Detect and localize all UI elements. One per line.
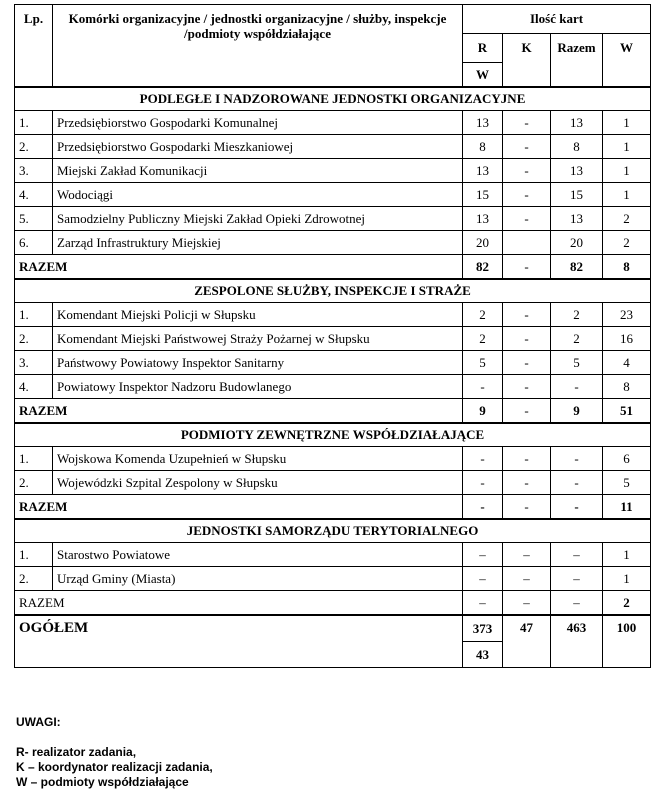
row-razem: 2 — [551, 327, 603, 351]
total-r: 82 — [463, 255, 503, 280]
row-name: Powiatowy Inspektor Nadzoru Budowlanego — [53, 375, 463, 399]
row-k: - — [503, 303, 551, 327]
row-name: Przedsiębiorstwo Gospodarki Mieszkaniowej — [53, 135, 463, 159]
grand-total-row — [15, 615, 651, 642]
section-total-row — [15, 255, 651, 280]
row-lp: 4. — [15, 375, 53, 399]
row-w: 1 — [603, 111, 651, 135]
row-r: 2 — [463, 327, 503, 351]
row-r: 20 — [463, 231, 503, 255]
row-k — [503, 231, 551, 255]
table-row — [15, 375, 651, 399]
total-w: 2 — [603, 591, 651, 616]
row-w: 6 — [603, 447, 651, 471]
header-w: W — [603, 34, 651, 88]
total-w: 11 — [603, 495, 651, 520]
row-w: 8 — [603, 375, 651, 399]
row-lp: 2. — [15, 567, 53, 591]
row-name: Komendant Miejski Policji w Słupsku — [53, 303, 463, 327]
row-razem: – — [551, 567, 603, 591]
row-w: 23 — [603, 303, 651, 327]
row-lp: 4. — [15, 183, 53, 207]
total-razem: 82 — [551, 255, 603, 280]
row-w: 1 — [603, 135, 651, 159]
row-r: – — [463, 567, 503, 591]
total-w: 51 — [603, 399, 651, 424]
row-k: - — [503, 183, 551, 207]
row-razem: 2 — [551, 303, 603, 327]
total-w: 8 — [603, 255, 651, 280]
row-r: – — [463, 543, 503, 567]
row-name: Wodociągi — [53, 183, 463, 207]
section-title: PODLEGŁE I NADZOROWANE JEDNOSTKI ORGANIZACYJNE — [15, 87, 651, 111]
header-razem: Razem — [551, 34, 603, 88]
row-r: 13 — [463, 111, 503, 135]
grand-total-r2: 43 — [463, 642, 503, 668]
row-name: Starostwo Powiatowe — [53, 543, 463, 567]
grand-total-w: 100 — [603, 615, 651, 668]
row-w: 2 — [603, 207, 651, 231]
row-k: - — [503, 447, 551, 471]
cards-table — [14, 4, 651, 668]
row-w: 1 — [603, 183, 651, 207]
row-r: 13 — [463, 159, 503, 183]
row-name: Przedsiębiorstwo Gospodarki Komunalnej — [53, 111, 463, 135]
total-k: - — [503, 399, 551, 424]
row-w: 1 — [603, 567, 651, 591]
row-razem: - — [551, 375, 603, 399]
table-row — [15, 447, 651, 471]
header-w2: W — [463, 63, 503, 88]
total-k: - — [503, 255, 551, 280]
row-name: Państwowy Powiatowy Inspektor Sanitarny — [53, 351, 463, 375]
row-lp: 1. — [15, 543, 53, 567]
row-w: 1 — [603, 159, 651, 183]
row-k: – — [503, 543, 551, 567]
section-title: JEDNOSTKI SAMORZĄDU TERYTORIALNEGO — [15, 519, 651, 543]
table-row — [15, 471, 651, 495]
notes-title: UWAGI: — [16, 715, 61, 729]
table-row — [15, 303, 651, 327]
row-name: Wojewódzki Szpital Zespolony w Słupsku — [53, 471, 463, 495]
row-r: 13 — [463, 207, 503, 231]
row-name: Samodzielny Publiczny Miejski Zakład Opieki Zdrowotnej — [53, 207, 463, 231]
row-k: – — [503, 567, 551, 591]
row-k: - — [503, 375, 551, 399]
row-lp: 2. — [15, 135, 53, 159]
row-r: - — [463, 471, 503, 495]
total-label: RAZEM — [15, 591, 463, 616]
notes-line: W – podmioty współdziałające — [16, 775, 189, 789]
row-razem: - — [551, 447, 603, 471]
row-w: 4 — [603, 351, 651, 375]
section-total-row — [15, 495, 651, 520]
row-razem: 13 — [551, 111, 603, 135]
row-lp: 3. — [15, 159, 53, 183]
table-row — [15, 231, 651, 255]
row-razem: 8 — [551, 135, 603, 159]
row-k: - — [503, 135, 551, 159]
row-lp: 6. — [15, 231, 53, 255]
section-title: PODMIOTY ZEWNĘTRZNE WSPÓŁDZIAŁAJĄCE — [15, 423, 651, 447]
row-razem: - — [551, 471, 603, 495]
table-row — [15, 135, 651, 159]
total-label: RAZEM — [15, 255, 463, 280]
section-header — [15, 423, 651, 447]
section-header — [15, 279, 651, 303]
row-k: - — [503, 111, 551, 135]
header-r: R — [463, 34, 503, 63]
section-header — [15, 519, 651, 543]
row-lp: 2. — [15, 471, 53, 495]
row-lp: 2. — [15, 327, 53, 351]
row-razem: 13 — [551, 159, 603, 183]
total-label: RAZEM — [15, 399, 463, 424]
total-r: - — [463, 495, 503, 520]
row-name: Urząd Gminy (Miasta) — [53, 567, 463, 591]
row-w: 1 — [603, 543, 651, 567]
total-r: – — [463, 591, 503, 616]
table-row — [15, 159, 651, 183]
row-lp: 1. — [15, 111, 53, 135]
row-lp: 3. — [15, 351, 53, 375]
total-k: - — [503, 495, 551, 520]
row-name: Komendant Miejski Państwowej Straży Pożarnej w Słupsku — [53, 327, 463, 351]
header-cards: Ilość kart — [463, 5, 651, 34]
grand-total-razem: 463 — [551, 615, 603, 668]
row-k: - — [503, 351, 551, 375]
header-lp: Lp. — [15, 5, 53, 88]
table-row — [15, 351, 651, 375]
grand-total-k: 47 — [503, 615, 551, 668]
row-name: Zarząd Infrastruktury Miejskiej — [53, 231, 463, 255]
row-lp: 1. — [15, 303, 53, 327]
row-r: 8 — [463, 135, 503, 159]
row-razem: 5 — [551, 351, 603, 375]
header-units: Komórki organizacyjne / jednostki organizacyjne / służby, inspekcje /podmioty współdziałające — [53, 5, 463, 88]
table-row — [15, 543, 651, 567]
row-r: - — [463, 447, 503, 471]
total-r: 9 — [463, 399, 503, 424]
row-razem: – — [551, 543, 603, 567]
row-r: - — [463, 375, 503, 399]
total-k: – — [503, 591, 551, 616]
total-label: RAZEM — [15, 495, 463, 520]
section-header — [15, 87, 651, 111]
row-razem: 15 — [551, 183, 603, 207]
table-row — [15, 567, 651, 591]
table-row — [15, 207, 651, 231]
row-w: 16 — [603, 327, 651, 351]
total-razem: – — [551, 591, 603, 616]
section-total-row — [15, 591, 651, 616]
header-k: K — [503, 34, 551, 88]
notes-line: R- realizator zadania, — [16, 745, 137, 759]
notes — [16, 715, 213, 790]
row-name: Miejski Zakład Komunikacji — [53, 159, 463, 183]
notes-line: K – koordynator realizacji zadania, — [16, 760, 213, 774]
row-k: - — [503, 471, 551, 495]
total-razem: - — [551, 495, 603, 520]
grand-total-r: 373 — [463, 615, 503, 642]
table-row — [15, 327, 651, 351]
row-r: 5 — [463, 351, 503, 375]
row-razem: 20 — [551, 231, 603, 255]
table-row — [15, 111, 651, 135]
row-r: 2 — [463, 303, 503, 327]
section-total-row — [15, 399, 651, 424]
grand-total-label: OGÓŁEM — [15, 615, 463, 668]
row-lp: 1. — [15, 447, 53, 471]
row-k: - — [503, 159, 551, 183]
row-w: 2 — [603, 231, 651, 255]
row-lp: 5. — [15, 207, 53, 231]
row-w: 5 — [603, 471, 651, 495]
row-razem: 13 — [551, 207, 603, 231]
section-title: ZESPOLONE SŁUŻBY, INSPEKCJE I STRAŻE — [15, 279, 651, 303]
table-row — [15, 183, 651, 207]
row-k: - — [503, 207, 551, 231]
row-k: - — [503, 327, 551, 351]
total-razem: 9 — [551, 399, 603, 424]
row-name: Wojskowa Komenda Uzupełnień w Słupsku — [53, 447, 463, 471]
row-r: 15 — [463, 183, 503, 207]
